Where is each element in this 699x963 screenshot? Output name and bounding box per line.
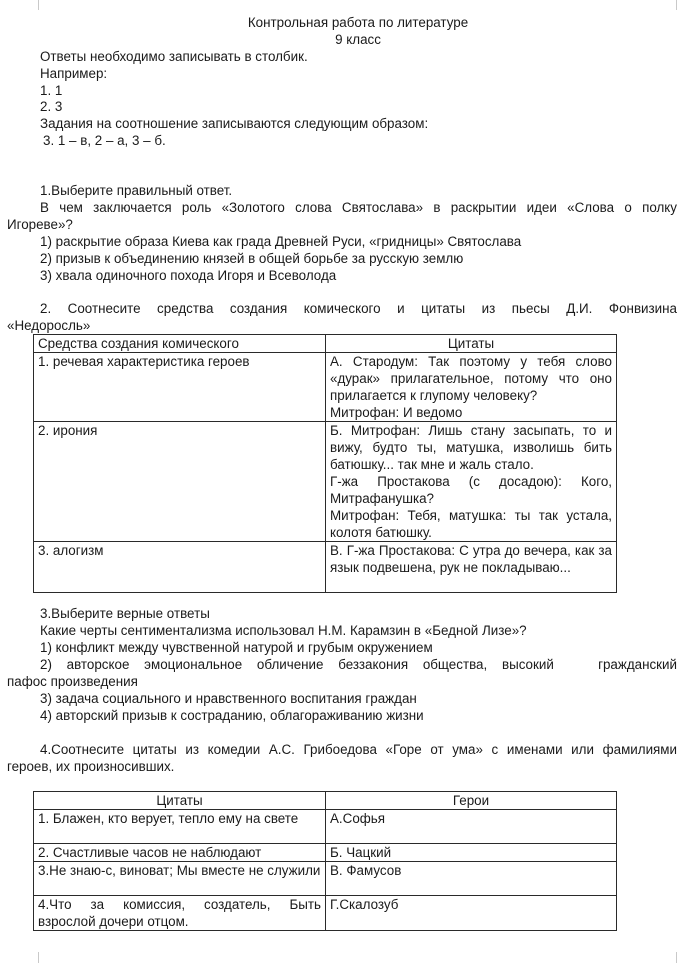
quote-text: Б. Митрофан: Лишь стану засыпать, то и вижу, будто ты, матушка, изволишь бить батюшку... так мне и жаль стало. (330, 423, 612, 472)
table-cell: 1. речевая характеристика героев (34, 353, 326, 422)
answer-option: 2) призыв к объединению князей в общей борьбе за русскую землю (40, 251, 464, 266)
example-line: 3. 1 – в, 2 – а, 3 – б. (43, 133, 166, 148)
table-cell: 3. алогизм (34, 542, 326, 593)
question-title: 2. Соотнесите средства создания комического и цитаты из пьесы Д.И. Фонвизина (40, 301, 677, 316)
answer-option: пафос произведения (7, 674, 138, 689)
question-text: Игореве»? (7, 217, 73, 232)
table-header-cell: Цитаты (326, 335, 617, 353)
quote-text: Митрофан: Тебя, матушка: ты так устала, колотя батюшку. (330, 508, 612, 540)
quote-text: В. Г-жа Простакова: С утра до вечера, как за язык подвешена, рук не покладываю... (330, 543, 612, 575)
page-corner-mark (676, 952, 677, 963)
instruction-line: Задания на соотношение записываются следующим образом: (40, 116, 429, 131)
table-row (34, 896, 617, 931)
page-corner-mark (38, 0, 39, 10)
answer-option: 3) задача социального и нравственного воспитания граждан (40, 691, 417, 706)
table-cell (326, 542, 617, 593)
table-cell: 4.Что за комиссия, создатель, Быть взрослой дочери отцом. (34, 896, 326, 931)
table-row (34, 422, 617, 542)
table-header-cell: Цитаты (34, 792, 326, 810)
table-header-cell: Средства создания комического (34, 335, 326, 353)
question-text: В чем заключается роль «Золотого слова Святослава» в раскрытии идеи «Слова о полку (40, 200, 677, 215)
answer-option: 2) авторское эмоциональное обличение беззакония общества, высокий гражданский (40, 657, 677, 672)
matching-table-comedy (33, 334, 617, 593)
answer-option: 1) раскрытие образа Киева как града Древней Руси, «гридницы» Святослава (40, 234, 522, 249)
table-cell (326, 353, 617, 422)
question-title: 4.Соотнесите цитаты из комедии А.С. Грибоедова «Горе от ума» с именами или фамилиями (40, 742, 677, 757)
quote-text: Г-жа Простакова (с досадою): Кого, Митрафанушка? (330, 474, 612, 506)
question-text: Какие черты сентиментализма использовал Н.М. Карамзин в «Бедной Лизе»? (40, 623, 527, 638)
page-title: Контрольная работа по литературе (247, 15, 469, 30)
quote-text: Митрофан: И ведомо (330, 405, 463, 420)
question-title: 3.Выберите верные ответы (40, 606, 210, 621)
question-title: 1.Выберите правильный ответ. (40, 183, 233, 198)
table-row (34, 844, 617, 862)
table-row (34, 862, 617, 896)
table-cell: В. Фамусов (326, 862, 617, 896)
table-cell: Б. Чацкий (326, 844, 617, 862)
page-corner-mark (38, 952, 39, 963)
table-row (34, 810, 617, 844)
page-corner-mark (676, 0, 677, 10)
table-cell: Г.Скалозуб (326, 896, 617, 931)
table-row (34, 542, 617, 593)
answer-option: 3) хвала одиночного похода Игоря и Всеволода (40, 268, 337, 283)
table-cell: 2. Счастливые часов не наблюдают (34, 844, 326, 862)
quote-text: А. Стародум: Так поэтому у тебя слово «дурак» прилагательное, потому что оно прилагается к глупому человеку? (330, 354, 612, 403)
question-title: «Недоросль» (7, 318, 91, 333)
question-title: героев, их произносивших. (7, 759, 175, 774)
table-cell (326, 422, 617, 542)
answer-option: 1) конфликт между чувственной натурой и грубым окружением (40, 640, 433, 655)
instruction-line: Например: (40, 66, 108, 81)
example-line: 1. 1 (40, 83, 63, 98)
table-row (34, 353, 617, 422)
table-cell: 2. ирония (34, 422, 326, 542)
grade-label: 9 класс (335, 32, 381, 47)
table-cell: А.Софья (326, 810, 617, 844)
table-cell: 1. Блажен, кто верует, тепло ему на свете (34, 810, 326, 844)
matching-table-griboedov (33, 791, 617, 931)
table-cell: 3.Не знаю-с, виноват; Мы вместе не служили (34, 862, 326, 896)
example-line: 2. 3 (40, 99, 63, 114)
instruction-line: Ответы необходимо записывать в столбик. (40, 49, 308, 64)
answer-option: 4) авторский призыв к состраданию, облагораживанию жизни (40, 708, 424, 723)
table-header-cell: Герои (326, 792, 617, 810)
